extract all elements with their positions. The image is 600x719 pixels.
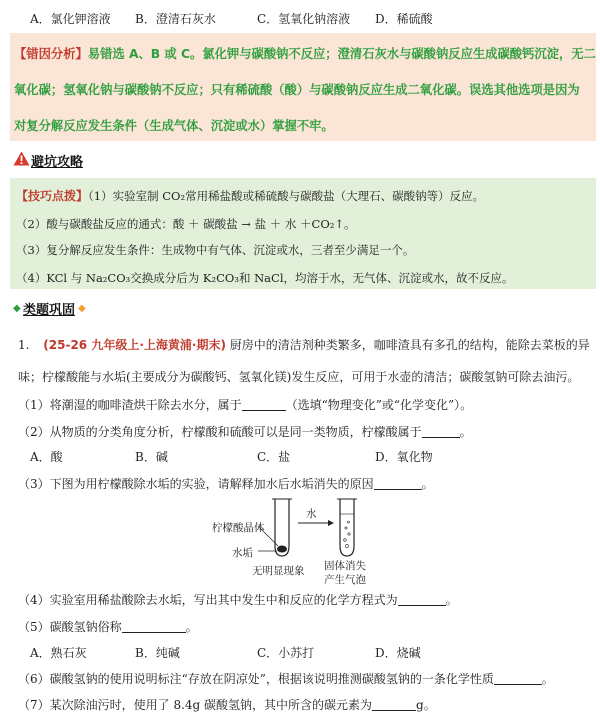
option-a: A．氯化钾溶液 <box>30 12 111 26</box>
question-2-options <box>30 448 433 465</box>
error-analysis-label: 【错因分析】 <box>14 47 88 61</box>
label-left-result: 无明显现象 <box>252 565 305 577</box>
q5-option-d: D．烧碱 <box>375 646 421 660</box>
question-intro-line-1: 1. (25-26 九年级上·上海黄浦·期末) 厨房中的清洁剂种类繁多，咖啡渣具有多孔的结构，能除去菜板的异 <box>18 338 590 352</box>
question-part-2: （2）从物质的分类角度分析，柠檬酸和硫酸可以是同一类物质，柠檬酸属于 。 <box>18 425 472 439</box>
question-part-3: （3）下图为用柠檬酸除水垢的实验，请解释加水后水垢消失的原因 。 <box>18 477 434 491</box>
label-right-result-1: 固体消失 <box>324 560 366 572</box>
tips-line-4: （4）KCl 与 Na₂CO₃交换成分后为 K₂CO₃和 NaCl，均溶于水，无气体、沉淀或水，故不反应。 <box>16 271 514 285</box>
error-analysis-box <box>10 33 596 141</box>
option-b: B．澄清石灰水 <box>135 12 216 26</box>
diamond-icon-left: ◆ <box>13 303 21 314</box>
error-analysis-line-1: 【错因分析】易错选 A、B 或 C。氯化钾与碳酸钠不反应；澄清石灰水与碳酸钠反应生成碳酸钙沉淀，无二 <box>14 47 596 61</box>
question-part-5: （5）碳酸氢钠俗称 。 <box>18 620 198 634</box>
question-number: 1. <box>18 338 30 352</box>
answer-blank-7[interactable] <box>372 698 416 711</box>
tips-line-3: （3）复分解反应发生条件：生成物中有气体、沉淀或水，三者至少满足一个。 <box>16 243 415 257</box>
answer-blank-3[interactable] <box>374 477 422 490</box>
q2-option-b: B．碱 <box>135 450 168 464</box>
q2-option-d: D．氧化物 <box>375 450 433 464</box>
label-crystal: 柠檬酸晶体 <box>212 522 265 534</box>
diamond-icon-right: ◆ <box>78 303 86 314</box>
q2-option-c: C．盐 <box>257 450 291 464</box>
question-part-6: （6）碳酸氢钠的使用说明标注“存放在阴凉处”，根据该说明推测碳酸氢钠的一条化学性质 。 <box>18 672 554 686</box>
label-scale: 水垢 <box>232 547 253 559</box>
top-options <box>30 10 433 27</box>
question-intro-line-2: 味；柠檬酸能与水垢(主要成分为碳酸钙、氢氧化镁)发生反应，可用于水壶的清洁；碳酸氢钠可除去油污。 <box>18 370 580 384</box>
question-source: (25-26 九年级上·上海黄浦·期末) <box>43 338 226 352</box>
q5-option-b: B．纯碱 <box>135 646 180 660</box>
answer-blank-4[interactable] <box>398 593 446 606</box>
practice-heading: 类题巩固 <box>23 303 76 318</box>
label-right-result-2: 产生气泡 <box>324 574 366 586</box>
option-c: C．氢氧化钠溶液 <box>257 12 351 26</box>
q5-option-a: A．熟石灰 <box>30 646 87 660</box>
label-water: 水 <box>306 508 317 520</box>
question-5-options <box>30 644 421 661</box>
error-analysis-line-3: 对复分解反应发生条件（生成气体、沉淀或水）掌握不牢。 <box>14 119 334 133</box>
option-d: D．稀硫酸 <box>375 12 433 26</box>
pitfall-heading: 避坑攻略 <box>31 155 84 170</box>
answer-blank-5[interactable] <box>122 620 186 633</box>
question-part-4: （4）实验室用稀盐酸除去水垢，写出其中发生中和反应的化学方程式为 。 <box>18 593 458 607</box>
tips-label: 【技巧点拨】 <box>16 189 89 203</box>
warning-icon <box>13 151 30 169</box>
question-part-7: （7）某次除油污时，使用了 8.4g 碳酸氢钠，其中所含的碳元素为 g。 <box>18 698 436 712</box>
experiment-diagram <box>212 496 402 588</box>
error-analysis-line-2: 氧化碳；氢氧化钠与碳酸钠不反应；只有稀硫酸（酸）与碳酸钠反应生成二氧化碳。误选其他选项是因为 <box>14 83 580 97</box>
answer-blank-2[interactable] <box>422 425 460 438</box>
answer-blank-6[interactable] <box>494 672 542 685</box>
answer-blank-1[interactable] <box>242 398 286 411</box>
tips-line-2: （2）酸与碳酸盐反应的通式：酸 ＋ 碳酸盐 → 盐 ＋ 水 ＋CO₂↑。 <box>16 217 356 231</box>
tips-box <box>10 178 596 289</box>
q5-option-c: C．小苏打 <box>257 646 315 660</box>
question-part-1: （1）将潮湿的咖啡渣烘干除去水分，属于 （选填“物理变化”或“化学变化”）。 <box>18 398 473 412</box>
tips-line-1: 【技巧点拨】（1）实验室制 CO₂常用稀盐酸或稀硫酸与碳酸盐（大理石、碳酸钠等）反应。 <box>16 189 485 203</box>
q2-option-a: A．酸 <box>30 450 63 464</box>
